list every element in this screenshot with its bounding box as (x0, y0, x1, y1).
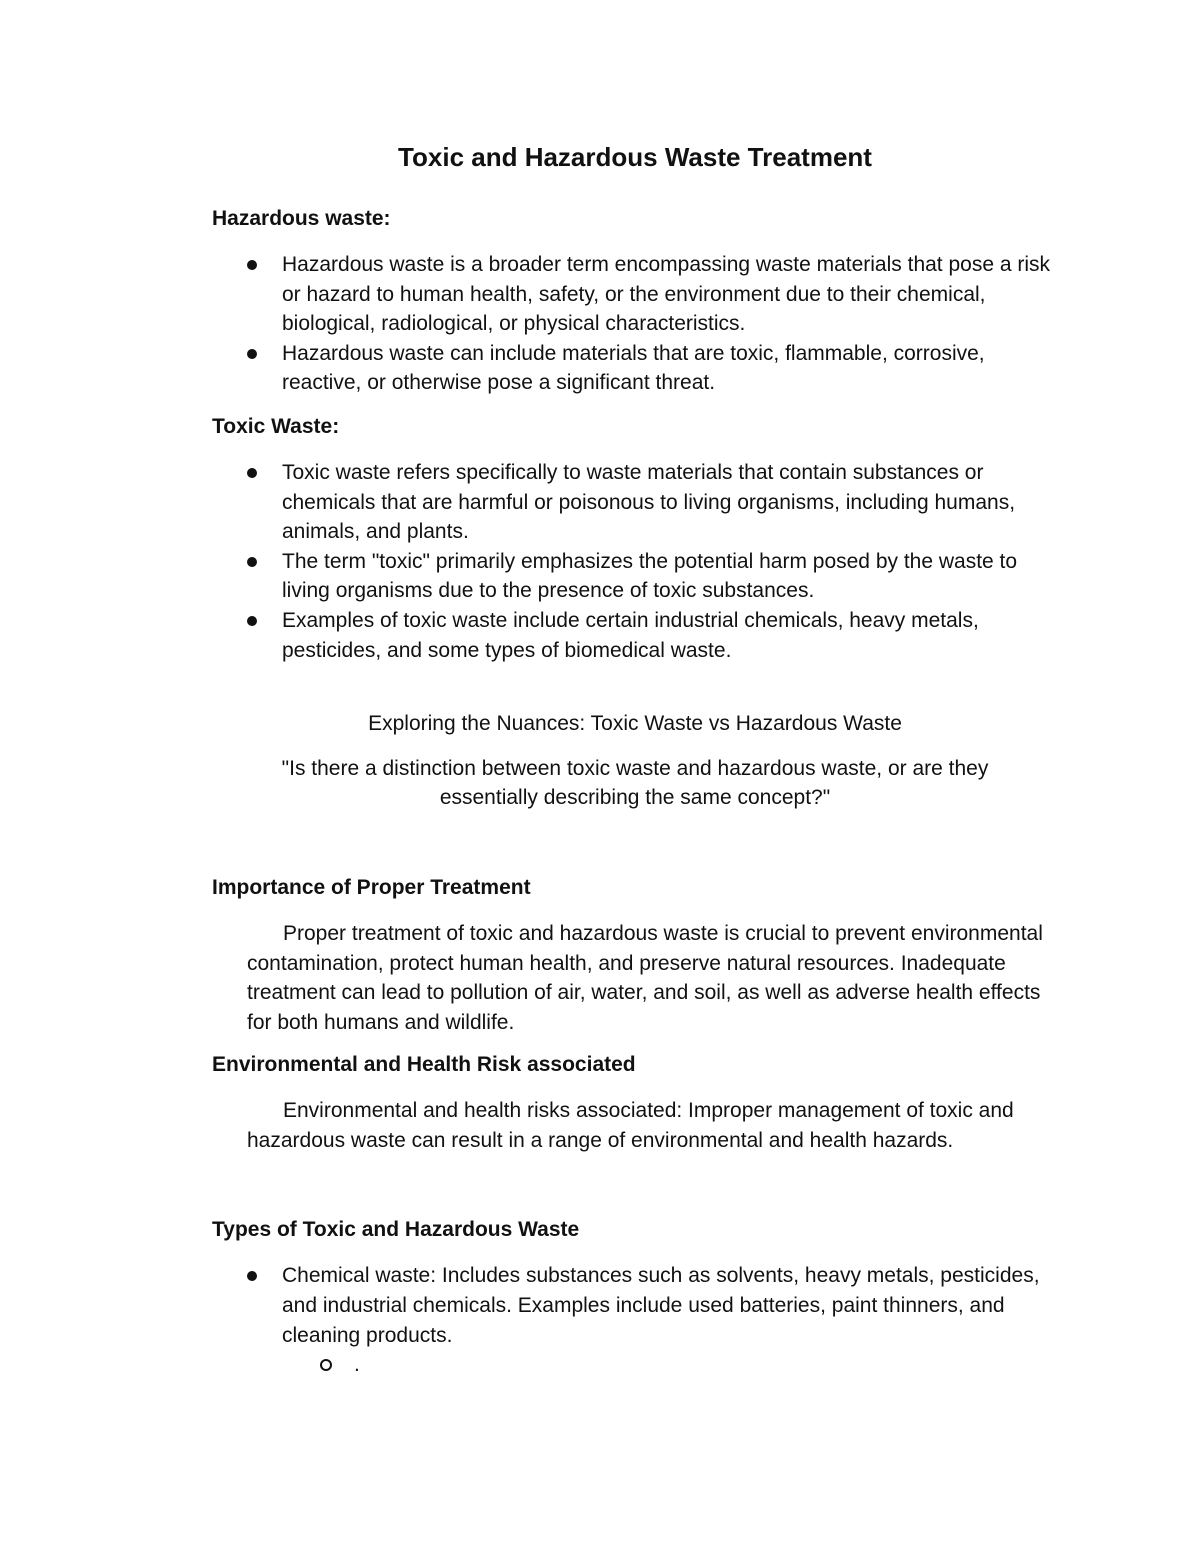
bullet-icon (247, 260, 257, 270)
list-item (282, 250, 1062, 339)
heading-types: Types of Toxic and Hazardous Waste (212, 1218, 580, 1242)
bullet-icon (247, 468, 257, 478)
document-title: Toxic and Hazardous Waste Treatment (398, 142, 872, 172)
list-item-text: Chemical waste: Includes substances such as solvents, heavy metals, pesticides, and industrial chemicals. Examples include used batteries, paint thinners, and cleaning products. (282, 1264, 1040, 1347)
sub-list-item-text: . (354, 1353, 360, 1377)
sub-list-item (212, 1350, 1062, 1380)
list-item (282, 339, 1062, 398)
list-item (282, 1261, 1062, 1350)
list-item-text: The term "toxic" primarily emphasizes the potential harm posed by the waste to living organisms due to the presence of toxic substances. (282, 549, 1018, 603)
list-item-text: Hazardous waste is a broader term encompassing waste materials that pose a risk or hazard to human health, safety, or the environment due to their chemical, biological, radiological, or physical characteristics. (282, 253, 1051, 336)
heading-hazardous-waste: Hazardous waste: (212, 207, 391, 230)
list-item-text: Hazardous waste can include materials that are toxic, flammable, corrosive, reactive, or otherwise pose a significant threat. (282, 341, 985, 395)
heading-risks: Environmental and Health Risk associated (212, 1053, 636, 1077)
bullet-icon (247, 616, 257, 626)
list-item (282, 458, 1062, 547)
hollow-bullet-icon (320, 1359, 332, 1371)
nuances-question: "Is there a distinction between toxic waste and hazardous waste, or are they essentially describing the same concept?" (281, 756, 989, 810)
bullet-icon (247, 1271, 257, 1281)
bullet-icon (247, 557, 257, 567)
list-item (282, 547, 1062, 606)
heading-toxic-waste: Toxic Waste: (212, 414, 340, 438)
list-item-text: Examples of toxic waste include certain industrial chemicals, heavy metals, pesticides, and some types of biomedical waste. (282, 608, 979, 662)
types-list (212, 1261, 1062, 1350)
heading-importance: Importance of Proper Treatment (212, 875, 531, 899)
bullet-icon (247, 349, 257, 359)
document-content (212, 140, 1062, 1380)
toxic-waste-list (212, 458, 1062, 665)
risks-paragraph: Environmental and health risks associated: Improper management of toxic and hazardous waste can result in a range of environmental and health hazards. (247, 1099, 1014, 1152)
nuances-subtitle: Exploring the Nuances: Toxic Waste vs Hazardous Waste (368, 712, 902, 736)
hazardous-waste-list (212, 250, 1062, 398)
importance-paragraph: Proper treatment of toxic and hazardous waste is crucial to prevent environmental contamination, protect human health, and preserve natural resources. Inadequate treatment can lead to pollution of air, water, and soil, as well as adverse health effects for both humans and wildlife. (247, 921, 1043, 1034)
list-item (282, 606, 1062, 665)
list-item-text: Toxic waste refers specifically to waste materials that contain substances or chemicals that are harmful or poisonous to living organisms, including humans, animals, and plants. (282, 460, 1016, 544)
